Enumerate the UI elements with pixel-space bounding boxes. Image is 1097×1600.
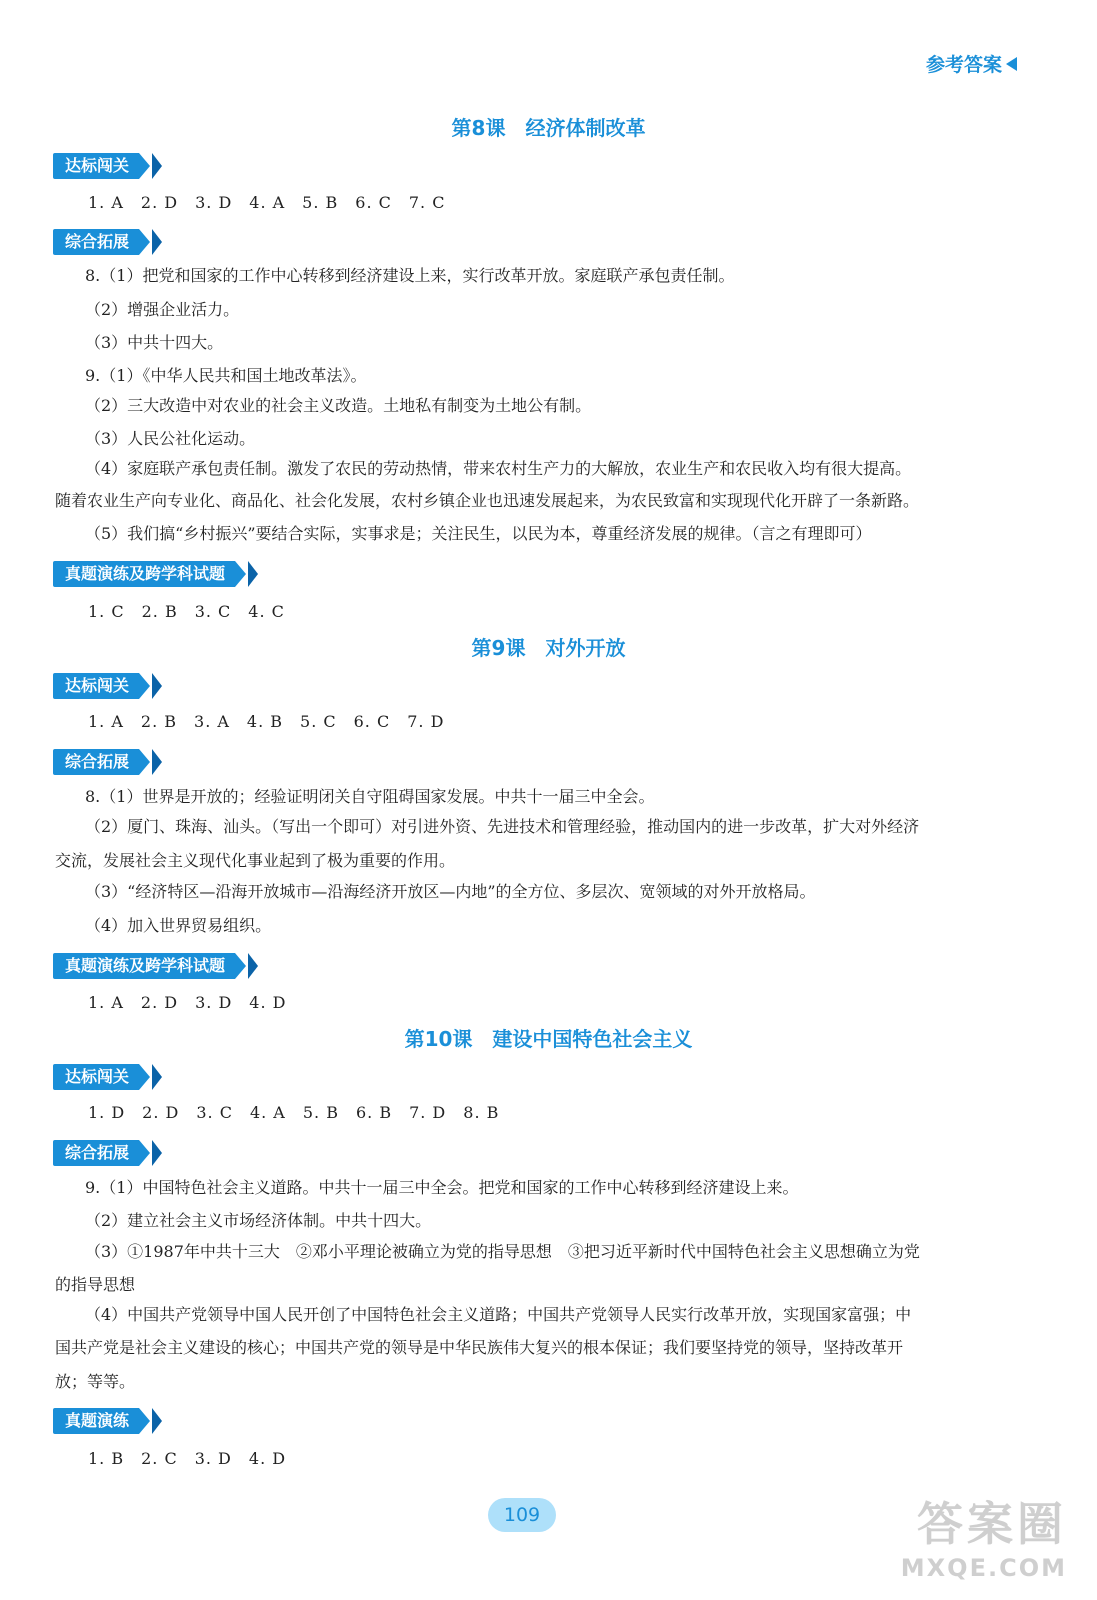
arrow-icon: [139, 673, 150, 699]
arrow-icon: [152, 229, 162, 255]
arrow-icon: [152, 153, 162, 179]
answer-line: 交流，发展社会主义现代化事业起到了极为重要的作用。: [55, 851, 456, 870]
answer-line: （2）厦门、珠海、汕头。（写出一个即可）对引进外资、先进技术和管理经验，推动国内的进一步改革，扩大对外经济: [85, 817, 920, 836]
answer-line: 放；等等。: [55, 1372, 136, 1391]
lesson-9-title: 第9课 对外开放: [471, 636, 626, 660]
answers-8-exam: 1. C 2. B 3. C 4. C: [88, 602, 285, 621]
answers-8-basic: 1. A 2. D 3. D 4. A 5. B 6. C 7. C: [88, 193, 446, 212]
arrow-icon: [152, 749, 162, 775]
answers-10-exam: 1. B 2. C 3. D 4. D: [88, 1449, 287, 1468]
arrow-icon: [152, 1064, 162, 1090]
badge-zhenti-9: 真题演练及跨学科试题: [53, 953, 258, 979]
answer-line: （2）三大改造中对农业的社会主义改造。土地私有制变为土地公有制。: [85, 396, 592, 415]
answer-line: （4）加入世界贸易组织。: [85, 916, 272, 935]
arrow-icon: [139, 1064, 150, 1090]
page-number: 109: [488, 1498, 556, 1532]
badge-dabiao-10: 达标闯关: [53, 1064, 162, 1090]
answer-line: 8.（1）世界是开放的；经验证明闭关自守阻碍国家发展。中共十一届三中全会。: [85, 787, 655, 806]
watermark-text: 答案圈: [917, 1497, 1067, 1551]
answer-line: （2）建立社会主义市场经济体制。中共十四大。: [85, 1211, 432, 1230]
arrow-icon: [248, 953, 258, 979]
answer-line: 的指导思想: [55, 1275, 136, 1294]
badge-zhenti-8: 真题演练及跨学科试题: [53, 561, 258, 587]
answers-9-basic: 1. A 2. B 3. A 4. B 5. C 6. C 7. D: [88, 712, 445, 731]
badge-zonghe-9: 综合拓展: [53, 749, 162, 775]
badge-zonghe-8: 综合拓展: [53, 229, 162, 255]
answer-line: （5）我们搞“乡村振兴”要结合实际，实事求是；关注民生，以民为本，尊重经济发展的规律。（言之有理即可）: [85, 524, 872, 543]
arrow-icon: [235, 953, 246, 979]
badge-zhenti-10: 真题演练: [53, 1408, 162, 1434]
section-header: [926, 50, 1017, 77]
arrow-icon: [139, 1408, 150, 1434]
arrow-icon: [139, 749, 150, 775]
header-label: 参考答案: [925, 54, 1002, 76]
arrow-icon: [152, 1140, 162, 1166]
answer-line: （2）增强企业活力。: [85, 300, 240, 319]
arrow-icon: [248, 561, 258, 587]
answer-line: （3）中共十四大。: [85, 333, 224, 352]
answer-line: 8.（1）把党和国家的工作中心转移到经济建设上来，实行改革开放。家庭联产承包责任制。: [85, 266, 735, 285]
answer-line: （3）“经济特区—沿海开放城市—沿海经济开放区—内地”的全方位、多层次、宽领域的对外开放格局。: [85, 882, 816, 901]
badge-zonghe-10: 综合拓展: [53, 1140, 162, 1166]
answer-line: 国共产党是社会主义建设的核心；中国共产党的领导是中华民族伟大复兴的根本保证；我们要坚持党的领导，坚持改革开: [55, 1338, 904, 1357]
badge-dabiao-8: 达标闯关: [53, 153, 162, 179]
answer-line: （3）人民公社化运动。: [85, 429, 256, 448]
arrow-icon: [139, 229, 150, 255]
lesson-10-title: 第10课 建设中国特色社会主义: [404, 1027, 693, 1051]
arrow-icon: [235, 561, 246, 587]
arrow-icon: [152, 1408, 162, 1434]
answer-line: 9.（1）中国特色社会主义道路。中共十一届三中全会。把党和国家的工作中心转移到经济建设上来。: [85, 1178, 799, 1197]
answer-line: （3）①1987年中共十三大 ②邓小平理论被确立为党的指导思想 ③把习近平新时代中国特色社会主义思想确立为党: [85, 1242, 920, 1261]
lesson-8-title: 第8课 经济体制改革: [451, 116, 646, 140]
watermark-url: MXQE.COM: [900, 1554, 1067, 1582]
watermark-logo: [901, 1488, 1067, 1582]
answer-line: （4）中国共产党领导中国人民开创了中国特色社会主义道路；中国共产党领导人民实行改革开放，实现国家富强；中: [85, 1305, 912, 1324]
answers-9-exam: 1. A 2. D 3. D 4. D: [88, 993, 287, 1012]
answer-line: 9.（1）《中华人民共和国土地改革法》。: [85, 366, 367, 385]
badge-dabiao-9: 达标闯关: [53, 673, 162, 699]
arrow-icon: [152, 673, 162, 699]
answer-line: 随着农业生产向专业化、商品化、社会化发展，农村乡镇企业也迅速发展起来，为农民致富和实现现代化开辟了一条新路。: [55, 491, 920, 510]
arrow-icon: [139, 1140, 150, 1166]
arrow-icon: [139, 153, 150, 179]
answer-line: （4）家庭联产承包责任制。激发了农民的劳动热情，带来农村生产力的大解放，农业生产和农民收入均有很大提高。: [85, 459, 912, 478]
triangle-icon: [1006, 57, 1017, 71]
answers-10-basic: 1. D 2. D 3. C 4. A 5. B 6. B 7. D 8. B: [88, 1103, 500, 1122]
